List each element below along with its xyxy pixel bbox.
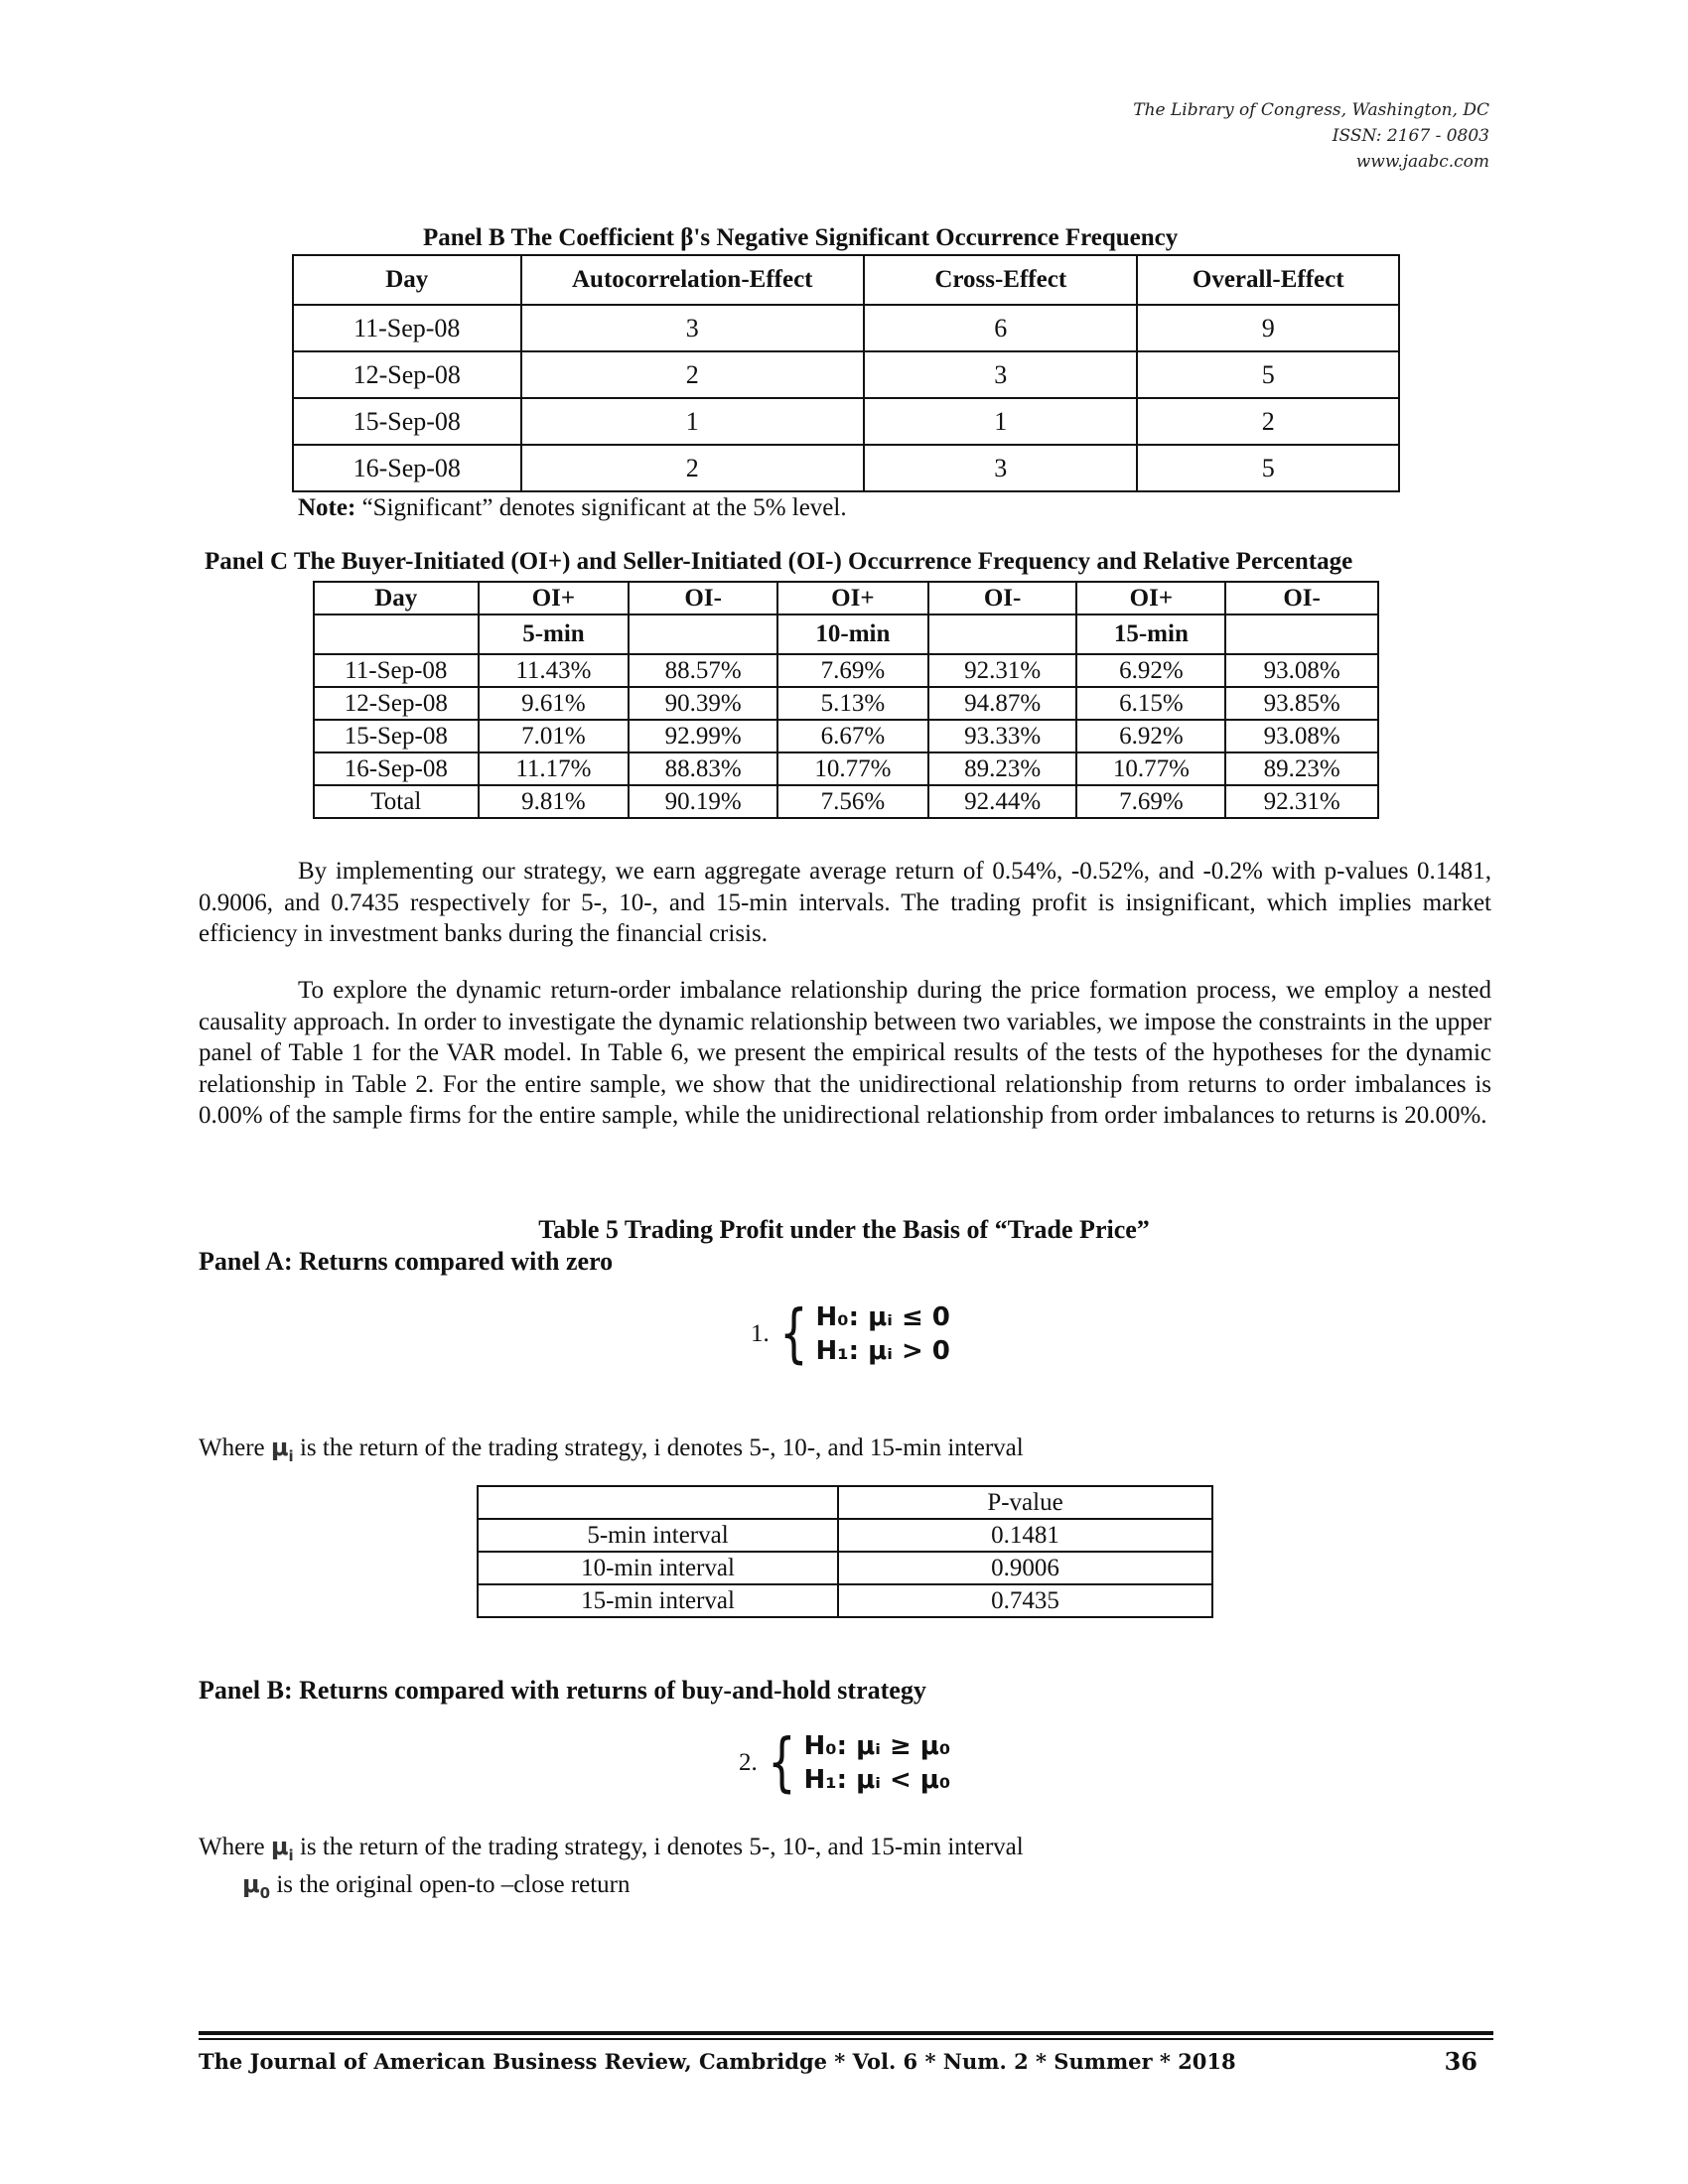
- table-cell: 93.08%: [1225, 720, 1378, 752]
- table-cell: 12-Sep-08: [293, 351, 521, 398]
- table-cell: 93.08%: [1225, 654, 1378, 687]
- column-header: OI-: [629, 582, 777, 614]
- hypothesis-number: 1.: [751, 1320, 770, 1347]
- subheader-cell: [928, 614, 1077, 654]
- table-cell: 5: [1137, 445, 1399, 491]
- table-cell: 2: [521, 351, 865, 398]
- mu-i-symbol: [270, 1833, 294, 1864]
- column-header: Overall-Effect: [1137, 255, 1399, 305]
- table-row: [478, 1519, 1212, 1552]
- table-cell: 92.99%: [629, 720, 777, 752]
- table-cell: 90.19%: [629, 785, 777, 818]
- table-cell: 93.85%: [1225, 687, 1378, 720]
- where-definition: [199, 1433, 1024, 1465]
- panel-b-table: [292, 254, 1400, 492]
- null-hypothesis: H₀: μᵢ ≤ 0: [815, 1302, 950, 1332]
- table-cell: 0.9006: [838, 1552, 1212, 1584]
- mu0-text: is the original open-to –close return: [270, 1871, 631, 1898]
- note-label: Note:: [298, 494, 356, 521]
- column-header: OI-: [928, 582, 1077, 614]
- table-cell: 5-min interval: [478, 1519, 838, 1552]
- hypothesis-1: [751, 1297, 950, 1371]
- table-cell: 16-Sep-08: [314, 752, 479, 785]
- table-cell: 3: [521, 305, 865, 351]
- table-row: [293, 445, 1399, 491]
- table-cell: 5.13%: [777, 687, 928, 720]
- mu-subscript: i: [288, 1845, 294, 1864]
- journal-header: [1133, 97, 1489, 175]
- table-cell: 0.1481: [838, 1519, 1212, 1552]
- table-cell: 6.67%: [777, 720, 928, 752]
- table-cell: 6: [864, 305, 1137, 351]
- table-cell: 92.31%: [928, 654, 1077, 687]
- column-header: OI+: [777, 582, 928, 614]
- mu-glyph: μ: [270, 1433, 289, 1461]
- table-row: [478, 1552, 1212, 1584]
- table-cell: 89.23%: [928, 752, 1077, 785]
- where-label: Where: [199, 1434, 271, 1461]
- table-cell: 6.92%: [1076, 720, 1225, 752]
- hypothesis-2: [739, 1726, 951, 1800]
- table-row: [314, 654, 1378, 687]
- column-header: Day: [314, 582, 479, 614]
- table-cell: 10.77%: [777, 752, 928, 785]
- mu-i-symbol: [270, 1433, 294, 1465]
- where-text: is the return of the trading strategy, i denotes 5-, 10-, and 15-min interval: [293, 1434, 1024, 1461]
- table-header-row: [478, 1486, 1212, 1519]
- table-row: [478, 1584, 1212, 1617]
- table-cell: 16-Sep-08: [293, 445, 521, 491]
- column-header: Day: [293, 255, 521, 305]
- left-brace-icon: {: [767, 1726, 796, 1800]
- subheader-cell: 10-min: [777, 614, 928, 654]
- subheader-cell: 5-min: [479, 614, 630, 654]
- hypothesis-number: 2.: [739, 1749, 758, 1776]
- header-line-3: www.jaabc.com: [1355, 152, 1489, 172]
- table-cell: 9.61%: [479, 687, 630, 720]
- column-header: OI+: [479, 582, 630, 614]
- table-cell: 94.87%: [928, 687, 1077, 720]
- where-label: Where: [199, 1834, 271, 1860]
- alt-hypothesis: H₁: μᵢ < μ₀: [803, 1765, 951, 1795]
- table-cell: 7.56%: [777, 785, 928, 818]
- subheader-cell: [629, 614, 777, 654]
- paragraph-trading-profit: By implementing our strategy, we earn aggregate average return of 0.54%, -0.52%, and -0.2% with p-values 0.1481, 0.9006, and 0.7435 respectively for 5-, 10-, and 15-min intervals. The trading profit is insignificant, which implies market efficiency in investment banks during the financial crisis.: [199, 858, 1491, 947]
- table-cell: 7.69%: [1076, 785, 1225, 818]
- subheader-cell: [1225, 614, 1378, 654]
- mu-subscript: i: [288, 1446, 294, 1465]
- table-cell: 10-min interval: [478, 1552, 838, 1584]
- column-header: OI-: [1225, 582, 1378, 614]
- panel-b-title: Panel B The Coefficient β's Negative Significant Occurrence Frequency: [423, 224, 1179, 251]
- table-row: [314, 720, 1378, 752]
- table-cell: 88.57%: [629, 654, 777, 687]
- subheader-cell: 15-min: [1076, 614, 1225, 654]
- table-cell: 11.43%: [479, 654, 630, 687]
- page-number: 36: [1444, 2047, 1477, 2076]
- alt-hypothesis: H₁: μᵢ > 0: [815, 1336, 950, 1366]
- column-header: Cross-Effect: [864, 255, 1137, 305]
- panel-b-heading: Panel B: Returns compared with returns of buy-and-hold strategy: [199, 1676, 926, 1705]
- column-header: Autocorrelation-Effect: [521, 255, 865, 305]
- table-cell: 10.77%: [1076, 752, 1225, 785]
- table-cell: 2: [1137, 398, 1399, 445]
- table-row: [314, 752, 1378, 785]
- table-cell: 9: [1137, 305, 1399, 351]
- column-header: [478, 1486, 838, 1519]
- where-text: is the return of the trading strategy, i denotes 5-, 10-, and 15-min interval: [293, 1834, 1024, 1860]
- table-cell: Total: [314, 785, 479, 818]
- footer-rule: [199, 2031, 1493, 2035]
- table-row: [293, 398, 1399, 445]
- table-cell: 89.23%: [1225, 752, 1378, 785]
- table-cell: 1: [521, 398, 865, 445]
- table-cell: 92.44%: [928, 785, 1077, 818]
- mu0-definition: [242, 1870, 631, 1902]
- table-cell: 3: [864, 351, 1137, 398]
- mu-glyph: μ: [242, 1870, 260, 1898]
- footer-rule-thin: [199, 2038, 1493, 2040]
- table-cell: 88.83%: [629, 752, 777, 785]
- null-hypothesis: H₀: μᵢ ≥ μ₀: [803, 1731, 951, 1761]
- panel-c-title: Panel C The Buyer-Initiated (OI+) and Seller-Initiated (OI-) Occurrence Frequency and Relative Percentage: [205, 548, 1353, 575]
- table-row: [293, 305, 1399, 351]
- mu-0-symbol: [242, 1870, 271, 1902]
- table-cell: 3: [864, 445, 1137, 491]
- journal-footer: The Journal of American Business Review, Cambridge * Vol. 6 * Num. 2 * Summer * 2018: [199, 2049, 1236, 2074]
- table-cell: 2: [521, 445, 865, 491]
- table-cell: 1: [864, 398, 1137, 445]
- table-cell: 92.31%: [1225, 785, 1378, 818]
- table-cell: 0.7435: [838, 1584, 1212, 1617]
- panel-a-heading: Panel A: Returns compared with zero: [199, 1247, 614, 1276]
- table-cell: 9.81%: [479, 785, 630, 818]
- panel-b-note: [298, 494, 847, 522]
- header-line-2: ISSN: 2167 - 0803: [1332, 126, 1489, 146]
- table-cell: 15-Sep-08: [314, 720, 479, 752]
- note-text: “Significant” denotes significant at the 5% level.: [355, 494, 847, 521]
- table-header-row: [293, 255, 1399, 305]
- column-header: OI+: [1076, 582, 1225, 614]
- subheader-cell: [314, 614, 479, 654]
- paragraph-causality: To explore the dynamic return-order imbalance relationship during the price formation process, we employ a nested causality approach. In order to investigate the dynamic relationship between two variables, we impose the constraints in the upper panel of Table 1 for the VAR model. In Table 6, we present the empirical results of the tests of the hypotheses for the dynamic relationship in Table 2. For the entire sample, we show that the unidirectional relationship from returns to order imbalances is 0.00% of the sample firms for the entire sample, while the unidirectional relationship from order imbalances to returns is 20.00%.: [199, 977, 1491, 1129]
- panel-c-table: [313, 581, 1379, 819]
- mu-glyph: μ: [270, 1833, 289, 1860]
- table-cell: 93.33%: [928, 720, 1077, 752]
- table-cell: 15-min interval: [478, 1584, 838, 1617]
- table-subheader-row: [314, 614, 1378, 654]
- table-cell: 11.17%: [479, 752, 630, 785]
- left-brace-icon: {: [778, 1297, 808, 1371]
- table-row: [314, 687, 1378, 720]
- table-cell: 12-Sep-08: [314, 687, 479, 720]
- table-cell: 7.01%: [479, 720, 630, 752]
- table-cell: 15-Sep-08: [293, 398, 521, 445]
- table-cell: 11-Sep-08: [293, 305, 521, 351]
- table-cell: 7.69%: [777, 654, 928, 687]
- table-cell: 90.39%: [629, 687, 777, 720]
- table-row: [293, 351, 1399, 398]
- table-cell: 11-Sep-08: [314, 654, 479, 687]
- pvalue-table: [477, 1485, 1213, 1618]
- table-row: [314, 785, 1378, 818]
- column-header: P-value: [838, 1486, 1212, 1519]
- table-cell: 6.15%: [1076, 687, 1225, 720]
- mu-subscript: 0: [259, 1883, 271, 1902]
- table-cell: 6.92%: [1076, 654, 1225, 687]
- table-cell: 5: [1137, 351, 1399, 398]
- header-line-1: The Library of Congress, Washington, DC: [1133, 100, 1489, 120]
- table5-title: Table 5 Trading Profit under the Basis of “Trade Price”: [538, 1215, 1150, 1244]
- where-definition: [199, 1833, 1024, 1864]
- table-header-row: [314, 582, 1378, 614]
